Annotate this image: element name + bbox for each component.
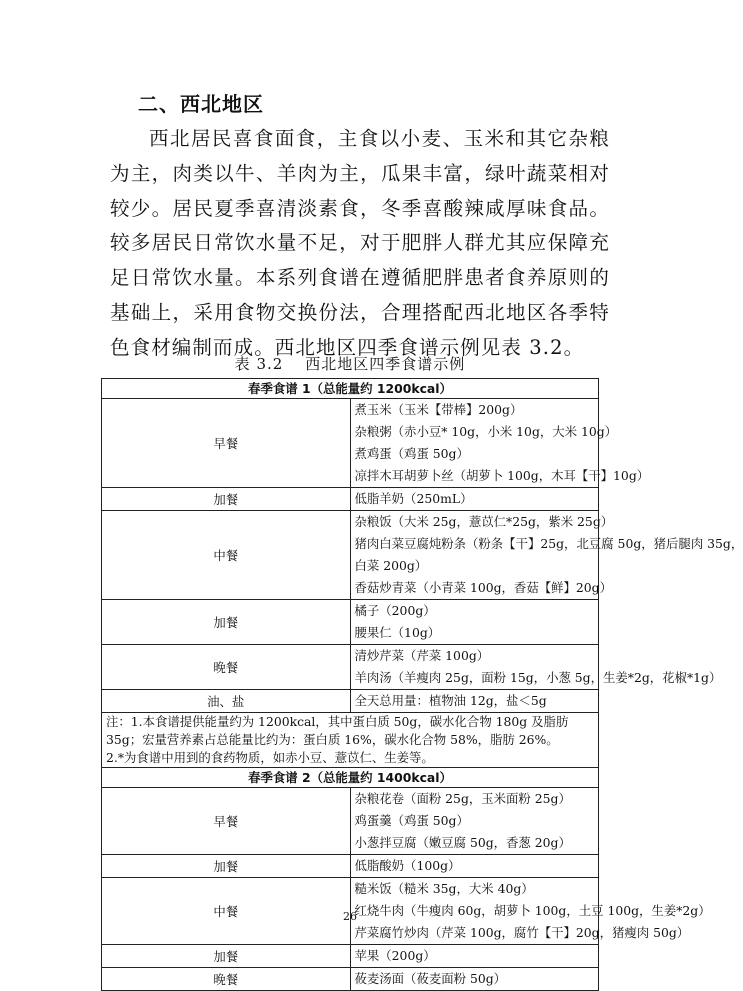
table-caption (0, 353, 700, 374)
table-caption-number: 表 3.2 (234, 355, 284, 373)
menu1-title: 春季食谱 1（总能量约 1200kcal） (102, 379, 599, 399)
food-item: 莜麦汤面（莜麦面粉 50g） (354, 971, 507, 986)
food-item: 煮鸡蛋（鸡蛋 50g） (354, 446, 469, 461)
menu2-dinner-row (102, 968, 599, 991)
meal-label: 加餐 (102, 488, 351, 511)
food-item: 小葱拌豆腐（嫩豆腐 50g，香葱 20g） (354, 835, 571, 850)
meal-label: 加餐 (102, 855, 351, 878)
menu1-breakfast-row (102, 399, 599, 488)
meal-label: 加餐 (102, 945, 351, 968)
meal-label: 晚餐 (102, 968, 351, 991)
food-item: 白菜 200g） (354, 558, 428, 573)
food-item: 清炒芹菜（芹菜 100g） (354, 648, 490, 663)
meal-items (350, 645, 722, 690)
menu1-title-row (102, 379, 599, 399)
menu2-snack2-row (102, 945, 599, 968)
menu1-oil-salt-row (102, 690, 599, 713)
note-line: 注：1.本食谱提供能量约为 1200kcal，其中蛋白质 50g，碳水化合物 180g 及脂肪 (106, 714, 569, 729)
menu2-snack1-row (102, 855, 599, 878)
food-item: 杂粮饭（大米 25g，薏苡仁*25g，紫米 25g） (354, 514, 614, 529)
menu1-lunch-row (102, 511, 599, 600)
note-line: 35g；宏量营养素占总能量比约为：蛋白质 16%，碳水化合物 58%，脂肪 26%。 (106, 732, 559, 747)
food-item: 红烧牛肉（牛瘦肉 60g，胡萝卜 100g，土豆 100g，生姜*2g） (354, 903, 711, 918)
meal-items (350, 690, 599, 713)
meal-label: 中餐 (102, 511, 351, 600)
page-number: 26 (343, 910, 357, 923)
food-item: 凉拌木耳胡萝卜丝（胡萝卜 100g，木耳【干】10g） (354, 468, 650, 483)
food-item: 腰果仁（10g） (354, 625, 441, 640)
food-item: 羊肉汤（羊瘦肉 25g，面粉 15g，小葱 5g，生姜*2g，花椒*1g） (354, 670, 722, 685)
meal-items (350, 399, 650, 488)
note-line: 2.*为食谱中用到的食药物质，如赤小豆、薏苡仁、生姜等。 (106, 750, 434, 765)
meal-items (350, 600, 599, 645)
menu-table (101, 378, 743, 991)
menu1-snack2-row (102, 600, 599, 645)
table-caption-title: 西北地区四季食谱示例 (305, 355, 466, 373)
food-item: 香菇炒青菜（小青菜 100g，香菇【鲜】20g） (354, 580, 612, 595)
food-item: 杂粮粥（赤小豆* 10g，小米 10g，大米 10g） (354, 424, 618, 439)
meal-label: 早餐 (102, 788, 351, 855)
menu1-notes-row (102, 713, 599, 768)
meal-label: 油、盐 (102, 690, 351, 713)
food-item: 杂粮花卷（面粉 25g，玉米面粉 25g） (354, 791, 571, 806)
menu2-title-row (102, 768, 599, 788)
intro-paragraph: 西北居民喜食面食，主食以小麦、玉米和其它杂粮为主，肉类以牛、羊肉为主，瓜果丰富，绿叶蔬菜相对较少。居民夏季喜清淡素食，冬季喜酸辣咸厚味食品。较多居民日常饮水量不足，对于肥胖人群尤其应保障充足日常饮水量。本系列食谱在遵循肥胖患者食养原则的基础上，采用食物交换份法，合理搭配西北地区各季特色食材编制而成。西北地区四季食谱示例见表 3.2。 (110, 127, 610, 359)
meal-label: 晚餐 (102, 645, 351, 690)
meal-label: 加餐 (102, 600, 351, 645)
food-item: 全天总用量：植物油 12g，盐＜5g (354, 693, 547, 708)
meal-items (350, 488, 599, 511)
meal-items (350, 788, 599, 855)
food-item: 橘子（200g） (354, 603, 436, 618)
food-item: 猪肉白菜豆腐炖粉条（粉条【干】25g，北豆腐 50g，猪后腿肉 35g， (354, 536, 743, 551)
food-item: 芹菜腐竹炒肉（芹菜 100g，腐竹【干】20g，猪瘦肉 50g） (354, 925, 690, 940)
meal-items (350, 855, 599, 878)
section-heading: 二、西北地区 (138, 92, 264, 116)
menu-notes (102, 713, 599, 768)
food-item: 低脂羊奶（250mL） (354, 491, 473, 506)
menu1-snack1-row (102, 488, 599, 511)
menu2-breakfast-row (102, 788, 599, 855)
menu1-dinner-row (102, 645, 599, 690)
food-item: 低脂酸奶（100g） (354, 858, 461, 873)
food-item: 煮玉米（玉米【带棒】200g） (354, 402, 523, 417)
meal-items (350, 968, 599, 991)
meal-label: 早餐 (102, 399, 351, 488)
food-item: 鸡蛋羹（鸡蛋 50g） (354, 813, 469, 828)
meal-items (350, 945, 599, 968)
meal-items (350, 511, 743, 600)
meal-label: 中餐 (102, 878, 351, 945)
food-item: 苹果（200g） (354, 948, 436, 963)
food-item: 糙米饭（糙米 35g，大米 40g） (354, 881, 534, 896)
menu2-title: 春季食谱 2（总能量约 1400kcal） (102, 768, 599, 788)
